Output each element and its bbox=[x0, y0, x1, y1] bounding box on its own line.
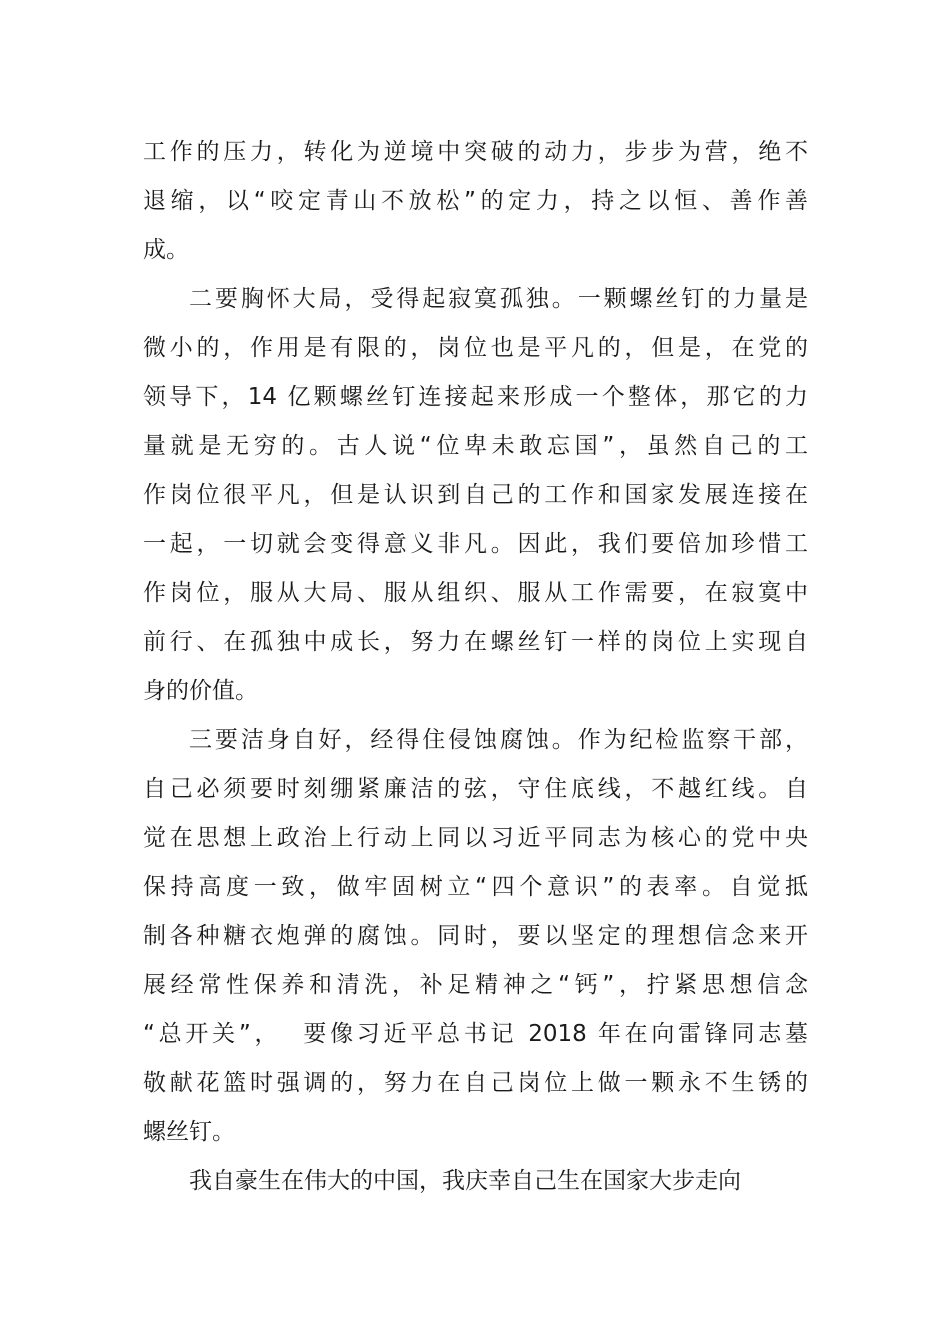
text-line: 螺丝钉。 bbox=[143, 1119, 235, 1145]
text-line: 我自豪生在伟大的中国，我庆幸自己生在国家大步走向 bbox=[189, 1168, 741, 1194]
text-line: 二要胸怀大局，受得起寂寞孤独。一颗螺丝钉的力量是 bbox=[189, 286, 808, 312]
paragraph bbox=[143, 275, 808, 716]
text-line: 觉在思想上政治上行动上同以习近平同志为核心的党中央 bbox=[143, 825, 808, 851]
paragraph bbox=[143, 1157, 808, 1206]
text-line: 三要洁身自好，经得住侵蚀腐蚀。作为纪检监察干部， bbox=[189, 727, 808, 753]
text-line: 前行、在孤独中成长，努力在螺丝钉一样的岗位上实现自 bbox=[143, 629, 808, 655]
text-line: 敬献花篮时强调的，努力在自己岗位上做一颗永不生锈的 bbox=[143, 1070, 808, 1096]
text-line: 作岗位，服从大局、服从组织、服从工作需要，在寂寞中 bbox=[143, 580, 808, 606]
text-line: 成。 bbox=[143, 237, 189, 263]
paragraph bbox=[143, 716, 808, 1157]
text-line: 微小的，作用是有限的，岗位也是平凡的，但是，在党的 bbox=[143, 335, 808, 361]
document-body bbox=[143, 128, 808, 1206]
text-line: 领导下，14 亿颗螺丝钉连接起来形成一个整体，那它的力 bbox=[143, 384, 808, 410]
text-line: 量就是无穷的。古人说“位卑未敢忘国”，虽然自己的工 bbox=[143, 433, 808, 459]
text-line: 展经常性保养和清洗，补足精神之“钙”，拧紧思想信念 bbox=[143, 972, 808, 998]
paragraph bbox=[143, 128, 808, 275]
text-line: 退缩，以“咬定青山不放松”的定力，持之以恒、善作善 bbox=[143, 188, 808, 214]
text-line: 身的价值。 bbox=[143, 678, 258, 704]
text-line: 一起，一切就会变得意义非凡。因此，我们要倍加珍惜工 bbox=[143, 531, 808, 557]
text-line: “总开关”， 要像习近平总书记 2018 年在向雷锋同志墓 bbox=[143, 1021, 808, 1047]
text-line: 自己必须要时刻绷紧廉洁的弦，守住底线，不越红线。自 bbox=[143, 776, 808, 802]
text-line: 保持高度一致，做牢固树立“四个意识”的表率。自觉抵 bbox=[143, 874, 808, 900]
text-line: 作岗位很平凡，但是认识到自己的工作和国家发展连接在 bbox=[143, 482, 808, 508]
text-line: 制各种糖衣炮弹的腐蚀。同时，要以坚定的理想信念来开 bbox=[143, 923, 808, 949]
text-line: 工作的压力，转化为逆境中突破的动力，步步为营，绝不 bbox=[143, 139, 808, 165]
